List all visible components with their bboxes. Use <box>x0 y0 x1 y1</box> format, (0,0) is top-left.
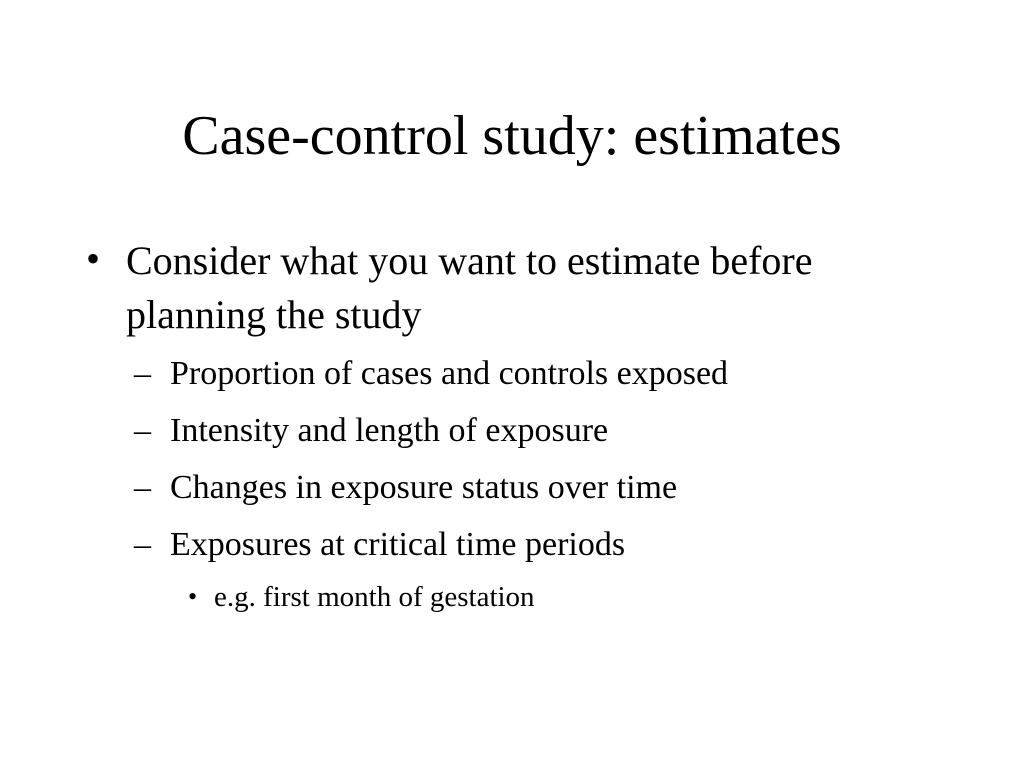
sub-bullet-marker: – <box>134 355 151 392</box>
subsub-bullet-text: e.g. first month of gestation <box>214 581 535 613</box>
bullet-text: Consider what you want to estimate before planning the study <box>126 238 813 337</box>
sub-bullet-text: Intensity and length of exposure <box>170 412 609 449</box>
sub-bullet-marker: – <box>134 469 151 506</box>
slide-title: Case-control study: estimates <box>182 105 842 167</box>
bullet-marker: • <box>86 236 101 281</box>
sub-bullet-marker: – <box>134 412 151 449</box>
sub-bullet-marker: – <box>134 526 151 563</box>
sub-bullet-text: Proportion of cases and controls exposed <box>170 355 729 392</box>
subsub-bullet-marker: • <box>188 582 198 611</box>
sub-bullet-text: Exposures at critical time periods <box>170 526 626 563</box>
sub-bullet-text: Changes in exposure status over time <box>170 469 678 506</box>
